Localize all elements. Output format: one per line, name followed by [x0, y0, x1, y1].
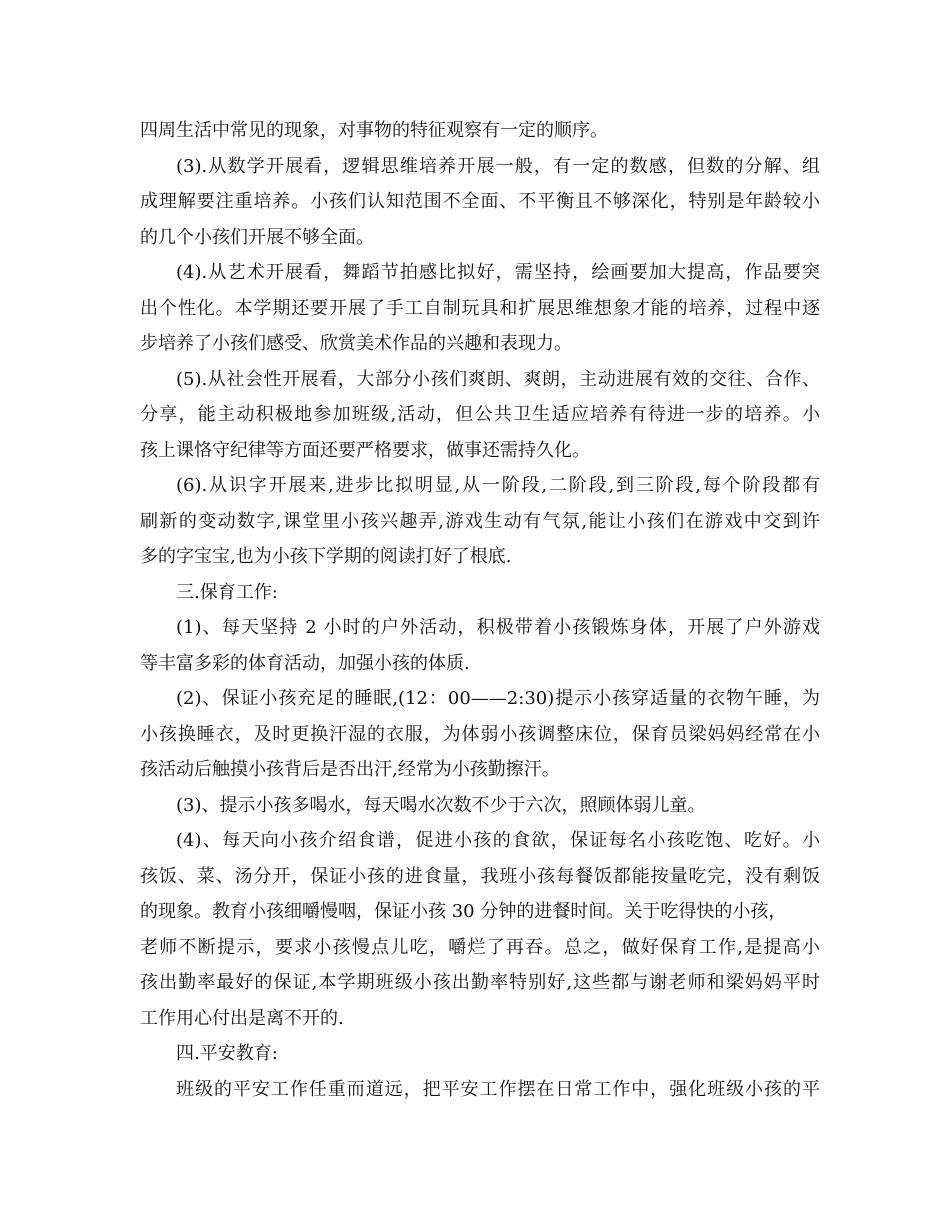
- text-line: 等丰富多彩的体育活动，加强小孩的体质.: [140, 652, 470, 674]
- text-line: (5).从社会性开展看，大部分小孩们爽朗、爽朗，主动进展有效的交往、合作、: [176, 368, 820, 390]
- text-line: 的现象。教育小孩细嚼慢咽，保证小孩 30 分钟的进餐时间。关于吃得快的小孩，: [140, 901, 787, 922]
- text-line: 四周生活中常见的现象，对事物的特征观察有一定的顺序。: [140, 120, 608, 141]
- text-line: 出个性化。本学期还要开展了手工自制玩具和扩展思维想象才能的培养，过程中逐: [140, 297, 820, 319]
- section-heading: 四.平安教育:: [176, 1043, 278, 1064]
- text-line: 多的字宝宝,也为小孩下学期的阅读打好了根底.: [140, 546, 512, 567]
- text-line: 孩出勤率最好的保证,本学期班级小孩出勤率特别好,这些都与谢老师和梁妈妈平时: [140, 972, 820, 993]
- text-line: 小孩换睡衣，及时更换汗湿的衣服，为体弱小孩调整床位，保育员梁妈妈经常在小: [140, 723, 820, 745]
- text-line: (4).从艺术开展看，舞蹈节拍感比拟好，需坚持，绘画要加大提高，作品要突: [176, 262, 820, 283]
- text-line: (2)、保证小孩充足的睡眠,(12：00——2:30)提示小孩穿适量的衣物午睡，为: [176, 688, 820, 709]
- document-body: [140, 113, 820, 1107]
- text-line: 孩上课恪守纪律等方面还要严格要求，做事还需持久化。: [140, 439, 590, 461]
- text-line: 步培养了小孩们感受、欣赏美术作品的兴趣和表现力。: [140, 333, 572, 354]
- text-line: 分享，能主动积极地参加班级,活动，但公共卫生适应培养有待进一步的培养。小: [140, 404, 820, 425]
- text-line: 工作用心付出是离不开的.: [140, 1007, 344, 1029]
- text-line: (1)、每天坚持 2 小时的户外活动，积极带着小孩锻炼身体，开展了户外游戏: [176, 617, 820, 638]
- section-heading: 三.保育工作:: [176, 581, 278, 603]
- text-line: 班级的平安工作任重而道远，把平安工作摆在日常工作中，强化班级小孩的平: [176, 1078, 820, 1100]
- text-line: 老师不断提示，要求小孩慢点儿吃，嚼烂了再吞。总之，做好保育工作,是提高小: [140, 936, 820, 958]
- text-line: (3)、提示小孩多喝水，每天喝水次数不少于六次，照顾体弱儿童。: [176, 794, 706, 816]
- text-line: 孩饭、菜、汤分开，保证小孩的进食量，我班小孩每餐饭都能按量吃完，没有剩饭: [140, 865, 820, 887]
- text-line: 成理解要注重培养。小孩们认知范围不全面、不平衡且不够深化，特别是年龄较小: [140, 191, 820, 212]
- text-line: 孩活动后触摸小孩背后是否出汗,经常为小孩勤擦汗。: [140, 759, 560, 780]
- text-line: (3).从数学开展看，逻辑思维培养开展一般，有一定的数感，但数的分解、组: [176, 155, 820, 177]
- text-line: (6).从识字开展来,进步比拟明显,从一阶段,二阶段,到三阶段,每个阶段都有: [176, 475, 820, 496]
- text-line: (4)、每天向小孩介绍食谱，促进小孩的食欲，保证每名小孩吃饱、吃好。小: [176, 830, 820, 851]
- text-line: 刷新的变动数字,课堂里小孩兴趣弄,游戏生动有气氛,能让小孩们在游戏中交到许: [140, 510, 820, 532]
- text-line: 的几个小孩们开展不够全面。: [140, 226, 374, 248]
